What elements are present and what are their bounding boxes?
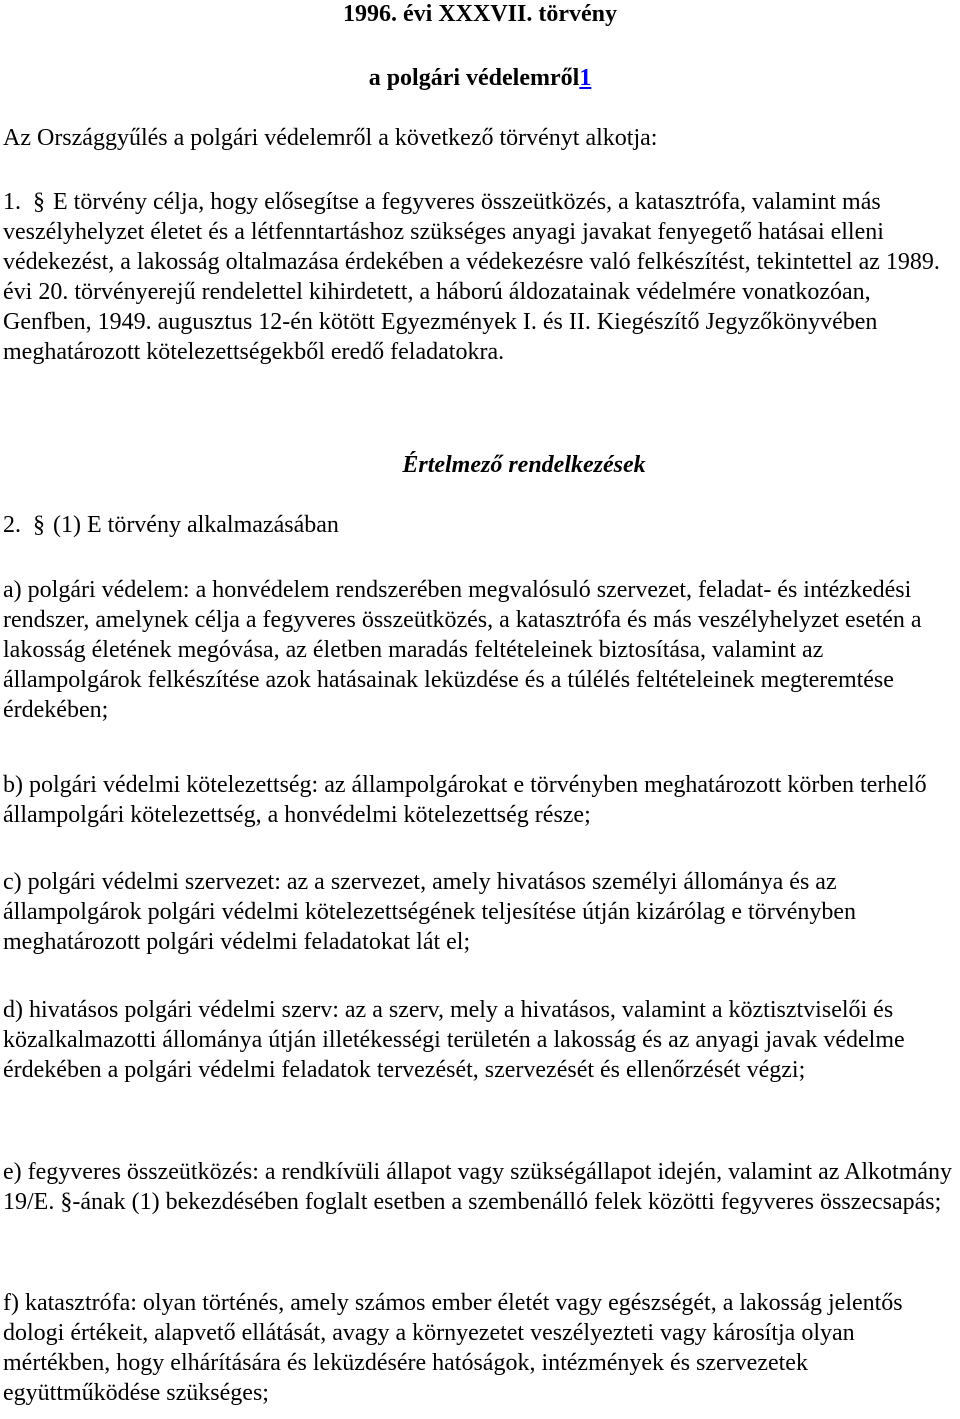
- section-mark: §: [33, 512, 45, 538]
- footnote-link[interactable]: 1: [579, 65, 592, 91]
- section-2-text: (1) E törvény alkalmazásában: [53, 512, 339, 538]
- definition-d: d) hivatásos polgári védelmi szerv: az a szerv, mely a hivatásos, valamint a köztisztviselői és közalkalmazotti állománya útján illetékességi területén a lakosság és az anyagi javak védelme érdekében a polgári védelmi feladatok tervezését, szervezését és ellenőrzését végzi;: [3, 997, 905, 1083]
- definition-b: b) polgári védelmi kötelezettség: az állampolgárokat e törvényben meghatározott körben terhelő állampolgári kötelezettség, a honvédelmi kötelezettség része;: [3, 772, 927, 828]
- section-2-number: 2.: [3, 512, 21, 538]
- preamble: Az Országgyűlés a polgári védelemről a következő törvényt alkotja:: [3, 125, 658, 151]
- law-title: [0, 0, 960, 28]
- section-1-text: E törvény célja, hogy elősegítse a fegyveres összeütközés, a katasztrófa, valamint más veszélyhelyzet életet és a létfenntartáshoz szükséges anyagi javakat fenyegető hatásai elleni védekezést, a lakosság oltalmazása érdekében a védekezésre való felkészítést, tekintettel az 1989. évi 20. törvényerejű rendelettel kihirdetett, a háború áldozatainak védelmére vonatkozóan, Genfben, 1949. augusztus 12-én kötött Egyezmények I. és II. Kiegészítő Jegyzőkönyvében meghatározott kötelezettségekből eredő feladatokra.: [3, 189, 940, 365]
- definitions-heading: Értelmező rendelkezések: [402, 452, 646, 478]
- section-2: [3, 510, 956, 540]
- definition-e: e) fegyveres összeütközés: a rendkívüli állapot vagy szükségállapot idején, valamint az Alkotmány 19/E. §-ának (1) bekezdésében foglalt esetben a szembenálló felek közötti fegyveres összecsapás;: [3, 1159, 953, 1215]
- definition-f: f) katasztrófa: olyan történés, amely számos ember életét vagy egészségét, a lakosság jelentős dologi értékeit, alapvető ellátását, avagy a környezetet veszélyezteti vagy károsítja olyan mértékben, hogy elhárítására és leküzdésére hatóságok, intézmények és szervezetek együttműködése szükséges;: [3, 1290, 903, 1406]
- section-mark: §: [33, 189, 45, 215]
- definition-c: c) polgári védelmi szervezet: az a szervezet, amely hivatásos személyi állománya és az állampolgárok polgári védelmi kötelezettségének teljesítése útján kizárólag e törvényben meghatározott polgári védelmi feladatokat lát el;: [3, 869, 857, 955]
- section-1-number: 1.: [3, 189, 21, 215]
- law-title-text: 1996. évi XXXVII. törvény: [343, 1, 617, 27]
- law-subtitle-text: a polgári védelemről: [368, 65, 580, 91]
- definition-a: a) polgári védelem: a honvédelem rendszerében megvalósuló szervezet, feladat- és intézkedési rendszer, amelynek célja a fegyveres összeütközés, a katasztrófa és más veszélyhelyzet esetén a lakosság életének megóvása, az életben maradás feltételeinek biztosítása, valamint az állampolgárok felkészítése azok hatásainak leküzdése és a túlélés feltételeinek megteremtése érdekében;: [3, 577, 922, 723]
- section-1: [3, 187, 956, 367]
- law-subtitle: [0, 64, 960, 92]
